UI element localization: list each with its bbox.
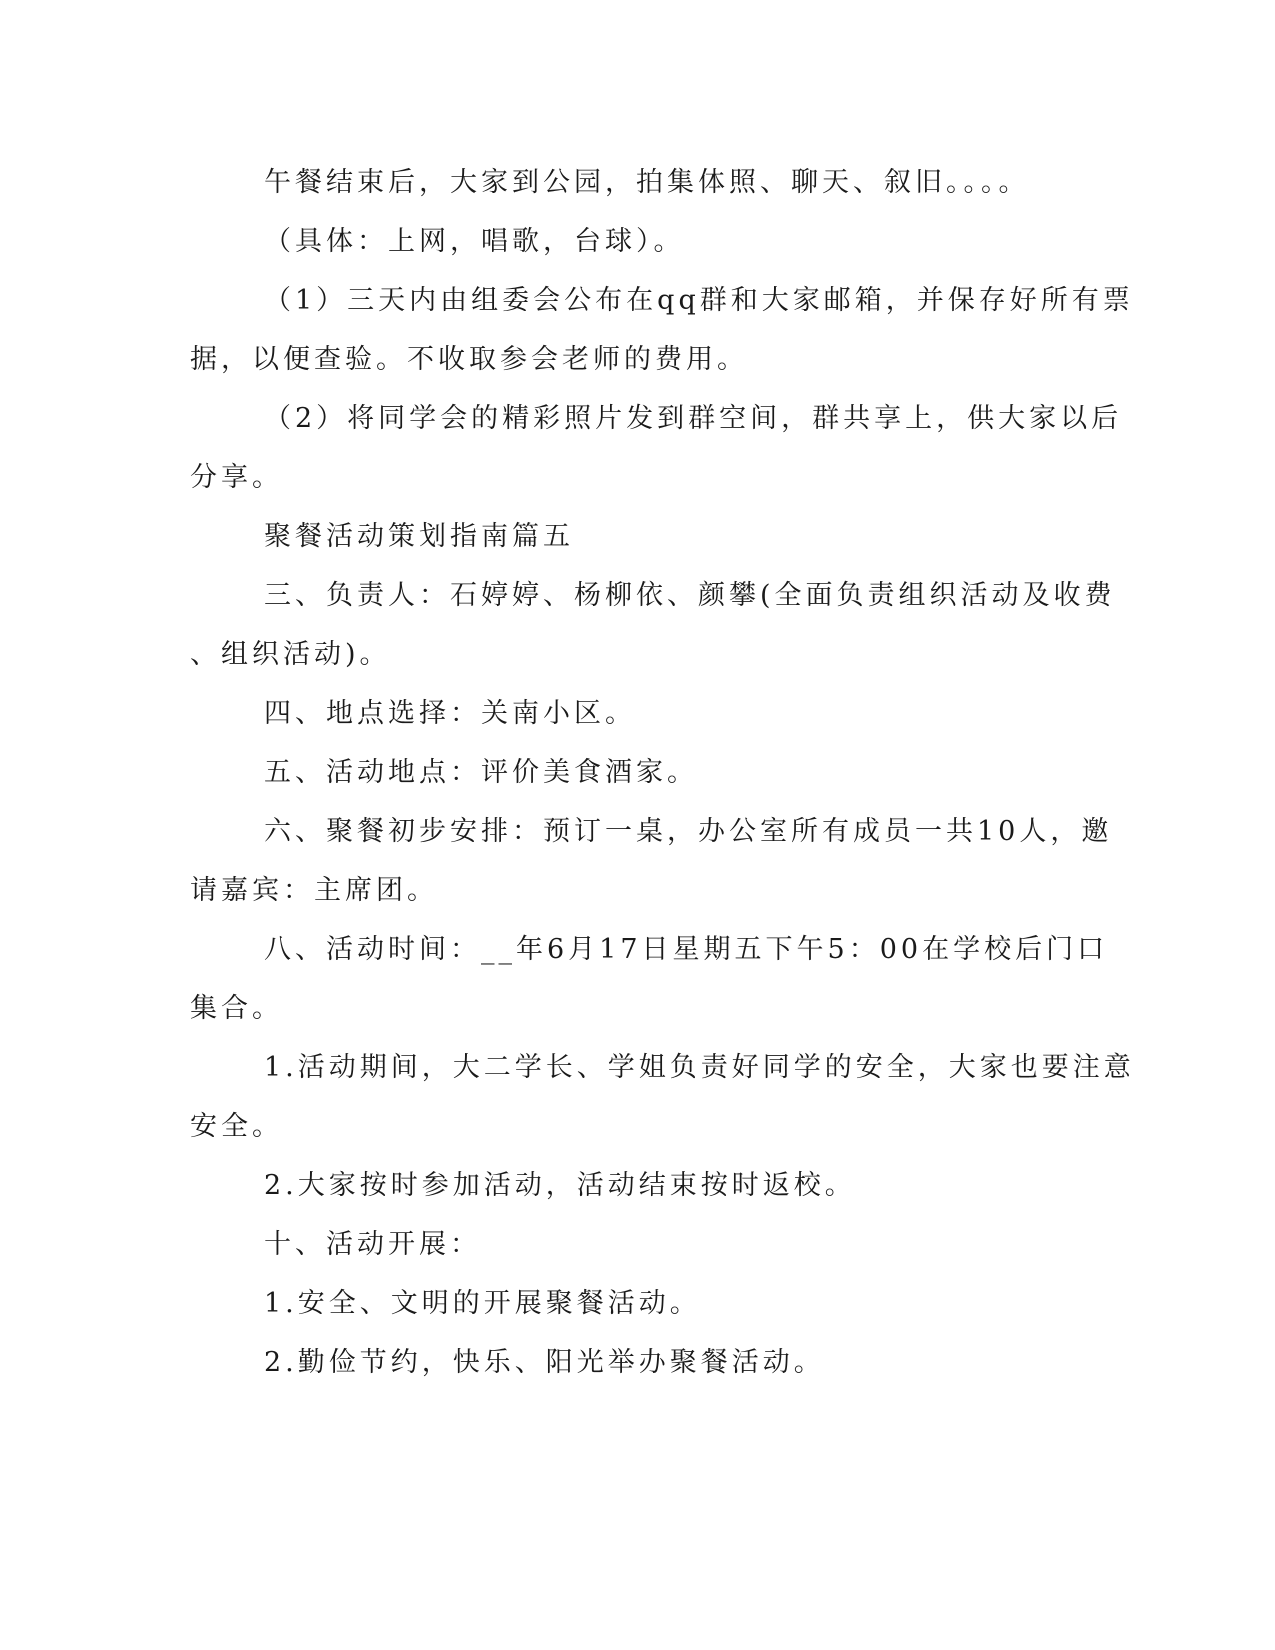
- paragraph-line: 安全。: [190, 1111, 283, 1142]
- paragraph-line: 三、负责人：石婷婷、杨柳依、颜攀(全面负责组织活动及收费: [264, 580, 1116, 611]
- paragraph-line: 、组织活动)。: [190, 639, 391, 670]
- paragraph-line: 午餐结束后，大家到公园，拍集体照、聊天、叙旧。。。。: [264, 167, 1030, 198]
- paragraph-line: 四、地点选择：关南小区。: [264, 698, 636, 729]
- paragraph-line: （1）三天内由组委会公布在qq群和大家邮箱，并保存好所有票: [264, 285, 1134, 316]
- section-heading: 聚餐活动策划指南篇五: [264, 521, 574, 552]
- paragraph-line: 六、聚餐初步安排：预订一桌，办公室所有成员一共10人，邀: [264, 816, 1113, 847]
- paragraph-line: 集合。: [190, 993, 283, 1024]
- paragraph-line: 五、活动地点：评价美食酒家。: [264, 757, 698, 788]
- paragraph-line: 十、活动开展：: [264, 1229, 481, 1260]
- paragraph-line: （2）将同学会的精彩照片发到群空间，群共享上，供大家以后: [264, 403, 1123, 434]
- paragraph-line: 2.大家按时参加活动，活动结束按时返校。: [264, 1170, 856, 1201]
- paragraph-line: 八、活动时间：__年6月17日星期五下午5：00在学校后门口: [264, 934, 1109, 965]
- paragraph-line: 1.活动期间，大二学长、学姐负责好同学的安全，大家也要注意: [264, 1052, 1135, 1083]
- paragraph-line: 请嘉宾：主席团。: [190, 875, 438, 906]
- paragraph-line: （具体：上网，唱歌，台球）。: [264, 226, 685, 257]
- paragraph-line: 据，以便查验。不收取参会老师的费用。: [190, 344, 748, 375]
- paragraph-line: 2.勤俭节约，快乐、阳光举办聚餐活动。: [264, 1347, 825, 1378]
- paragraph-line: 1.安全、文明的开展聚餐活动。: [264, 1288, 701, 1319]
- paragraph-line: 分享。: [190, 462, 283, 493]
